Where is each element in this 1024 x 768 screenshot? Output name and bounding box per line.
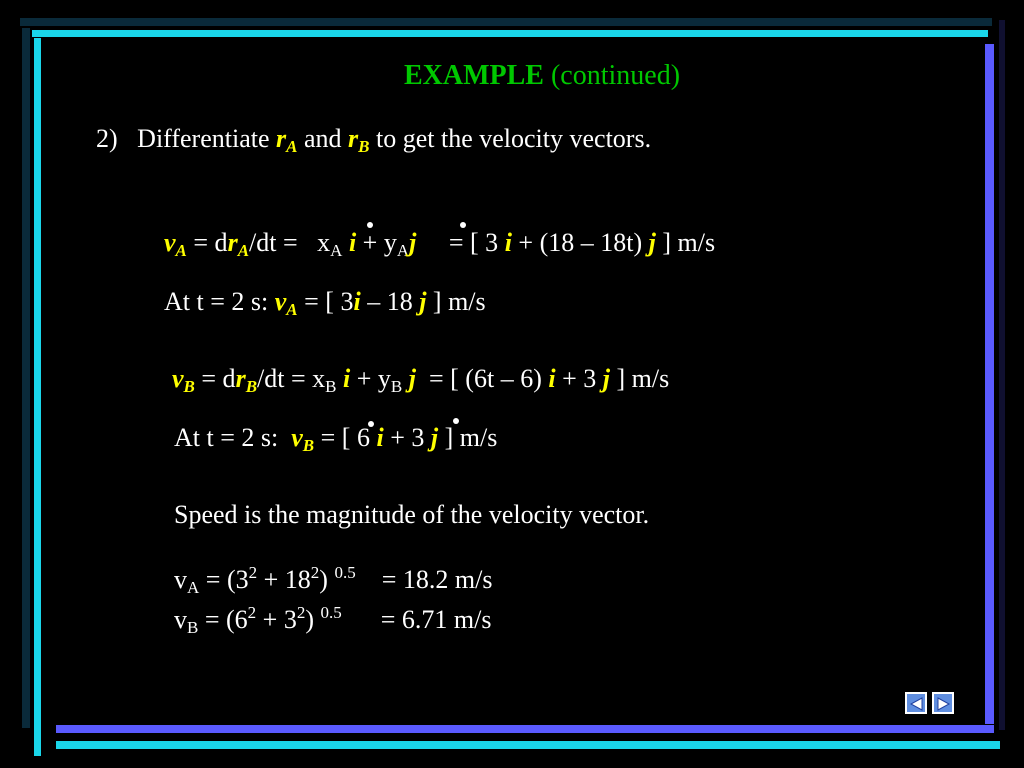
speed-text: Speed is the magnitude of the velocity vector. xyxy=(174,500,650,529)
vB-j2: j xyxy=(602,364,610,393)
frame-bottom-blue xyxy=(56,725,994,733)
vA-at-mid: – 18 xyxy=(367,287,413,316)
frame-right-dark xyxy=(999,20,1005,730)
vA-at-j: j xyxy=(419,287,427,316)
step-number: 2) xyxy=(96,124,118,153)
vA-symbol: $v_A$ xyxy=(164,228,187,260)
vB-mid: + 3 xyxy=(562,364,597,393)
vA-dt: /dt = xyxy=(249,228,298,257)
vB-eq1: = d xyxy=(201,364,236,393)
yA-derivative-dot xyxy=(460,222,466,228)
vB-at-symbol: $v_B$ xyxy=(291,423,315,455)
vA-xdot: $x_A$ xyxy=(317,228,343,260)
slide-title xyxy=(0,60,1024,92)
vB-end: ] m/s xyxy=(616,364,670,393)
vA-at-pre: At t = 2 s: xyxy=(164,287,269,316)
vA-at-symbol: $v_A$ xyxy=(274,287,298,319)
vA-at-eq: = [ 3 xyxy=(304,287,354,316)
vA-at-i: i xyxy=(353,287,361,316)
vB-at-j: j xyxy=(430,423,439,452)
vB-j1: j xyxy=(408,364,416,393)
vB-at-pre: At t = 2 s: xyxy=(174,423,279,452)
vA-j1: j xyxy=(409,228,417,257)
vB-eq2: = [ (6t – 6) xyxy=(428,364,542,393)
next-slide-button[interactable] xyxy=(932,692,954,714)
vA-i2: i xyxy=(504,228,512,257)
frame-left-cyan xyxy=(34,38,41,756)
title-continued: (continued) xyxy=(550,60,681,91)
vB-symbol: $v_B$ xyxy=(172,364,195,396)
right-arrow-icon xyxy=(934,694,954,714)
vB-ydot: + $y_B$ xyxy=(356,364,403,396)
frame-right-purple xyxy=(985,44,994,724)
vA-at-end: ] m/s xyxy=(432,287,486,316)
vA-at-t2 xyxy=(164,287,486,325)
step-and: and xyxy=(303,124,342,153)
xA-derivative-dot xyxy=(367,222,373,228)
vB-r: $r_B$ xyxy=(235,364,258,396)
vB-equation xyxy=(172,364,669,402)
vA-i1: i xyxy=(348,228,357,257)
vB-dt: /dt = xyxy=(257,364,306,393)
frame-top-dark xyxy=(20,18,992,26)
speed-vA: $v_A = (3^2 + 18^2)$ $^{0.5}$ = 18.2 m/s xyxy=(174,563,493,597)
vA-plus: + xyxy=(362,228,378,257)
prev-slide-button[interactable] xyxy=(905,692,927,714)
speed-vB: $v_B = (6^2 + 3^2)$ $^{0.5}$ = 6.71 m/s xyxy=(174,603,492,637)
rB-symbol: $r_B$ xyxy=(348,124,370,156)
vB-at-mid: + 3 xyxy=(390,423,425,452)
speed-vA-result: = 18.2 m/s xyxy=(381,565,493,594)
vA-ydot: $y_A$ xyxy=(383,228,410,260)
vA-equation xyxy=(164,228,715,266)
vA-eq2: = [ 3 xyxy=(448,228,499,257)
vA-eq1: = d xyxy=(193,228,228,257)
vB-at-i: i xyxy=(376,423,384,452)
step-line xyxy=(96,124,651,162)
frame-left-dark xyxy=(22,28,30,728)
step-post: to get the velocity vectors. xyxy=(376,124,652,153)
vB-at-t2 xyxy=(174,423,497,461)
vA-mid: + (18 – 18t) xyxy=(518,228,643,257)
vB-at-eq: = [ 6 xyxy=(320,423,370,452)
vB-i1: i xyxy=(343,364,351,393)
step-pre: Differentiate xyxy=(137,124,270,153)
vB-i2: i xyxy=(548,364,556,393)
vB-xdot: $x_B$ xyxy=(312,364,337,396)
vA-end: ] m/s xyxy=(662,228,716,257)
vA-j2: j xyxy=(648,228,656,257)
vB-at-end: ] m/s xyxy=(444,423,498,452)
left-arrow-icon xyxy=(907,694,927,714)
vA-r: $r_A$ xyxy=(227,228,250,260)
frame-top-cyan xyxy=(32,30,988,37)
title-example: EXAMPLE xyxy=(403,60,544,91)
rA-symbol: $r_A$ xyxy=(276,124,298,156)
speed-vB-result: = 6.71 m/s xyxy=(380,605,492,634)
frame-bottom-cyan xyxy=(56,741,1000,749)
